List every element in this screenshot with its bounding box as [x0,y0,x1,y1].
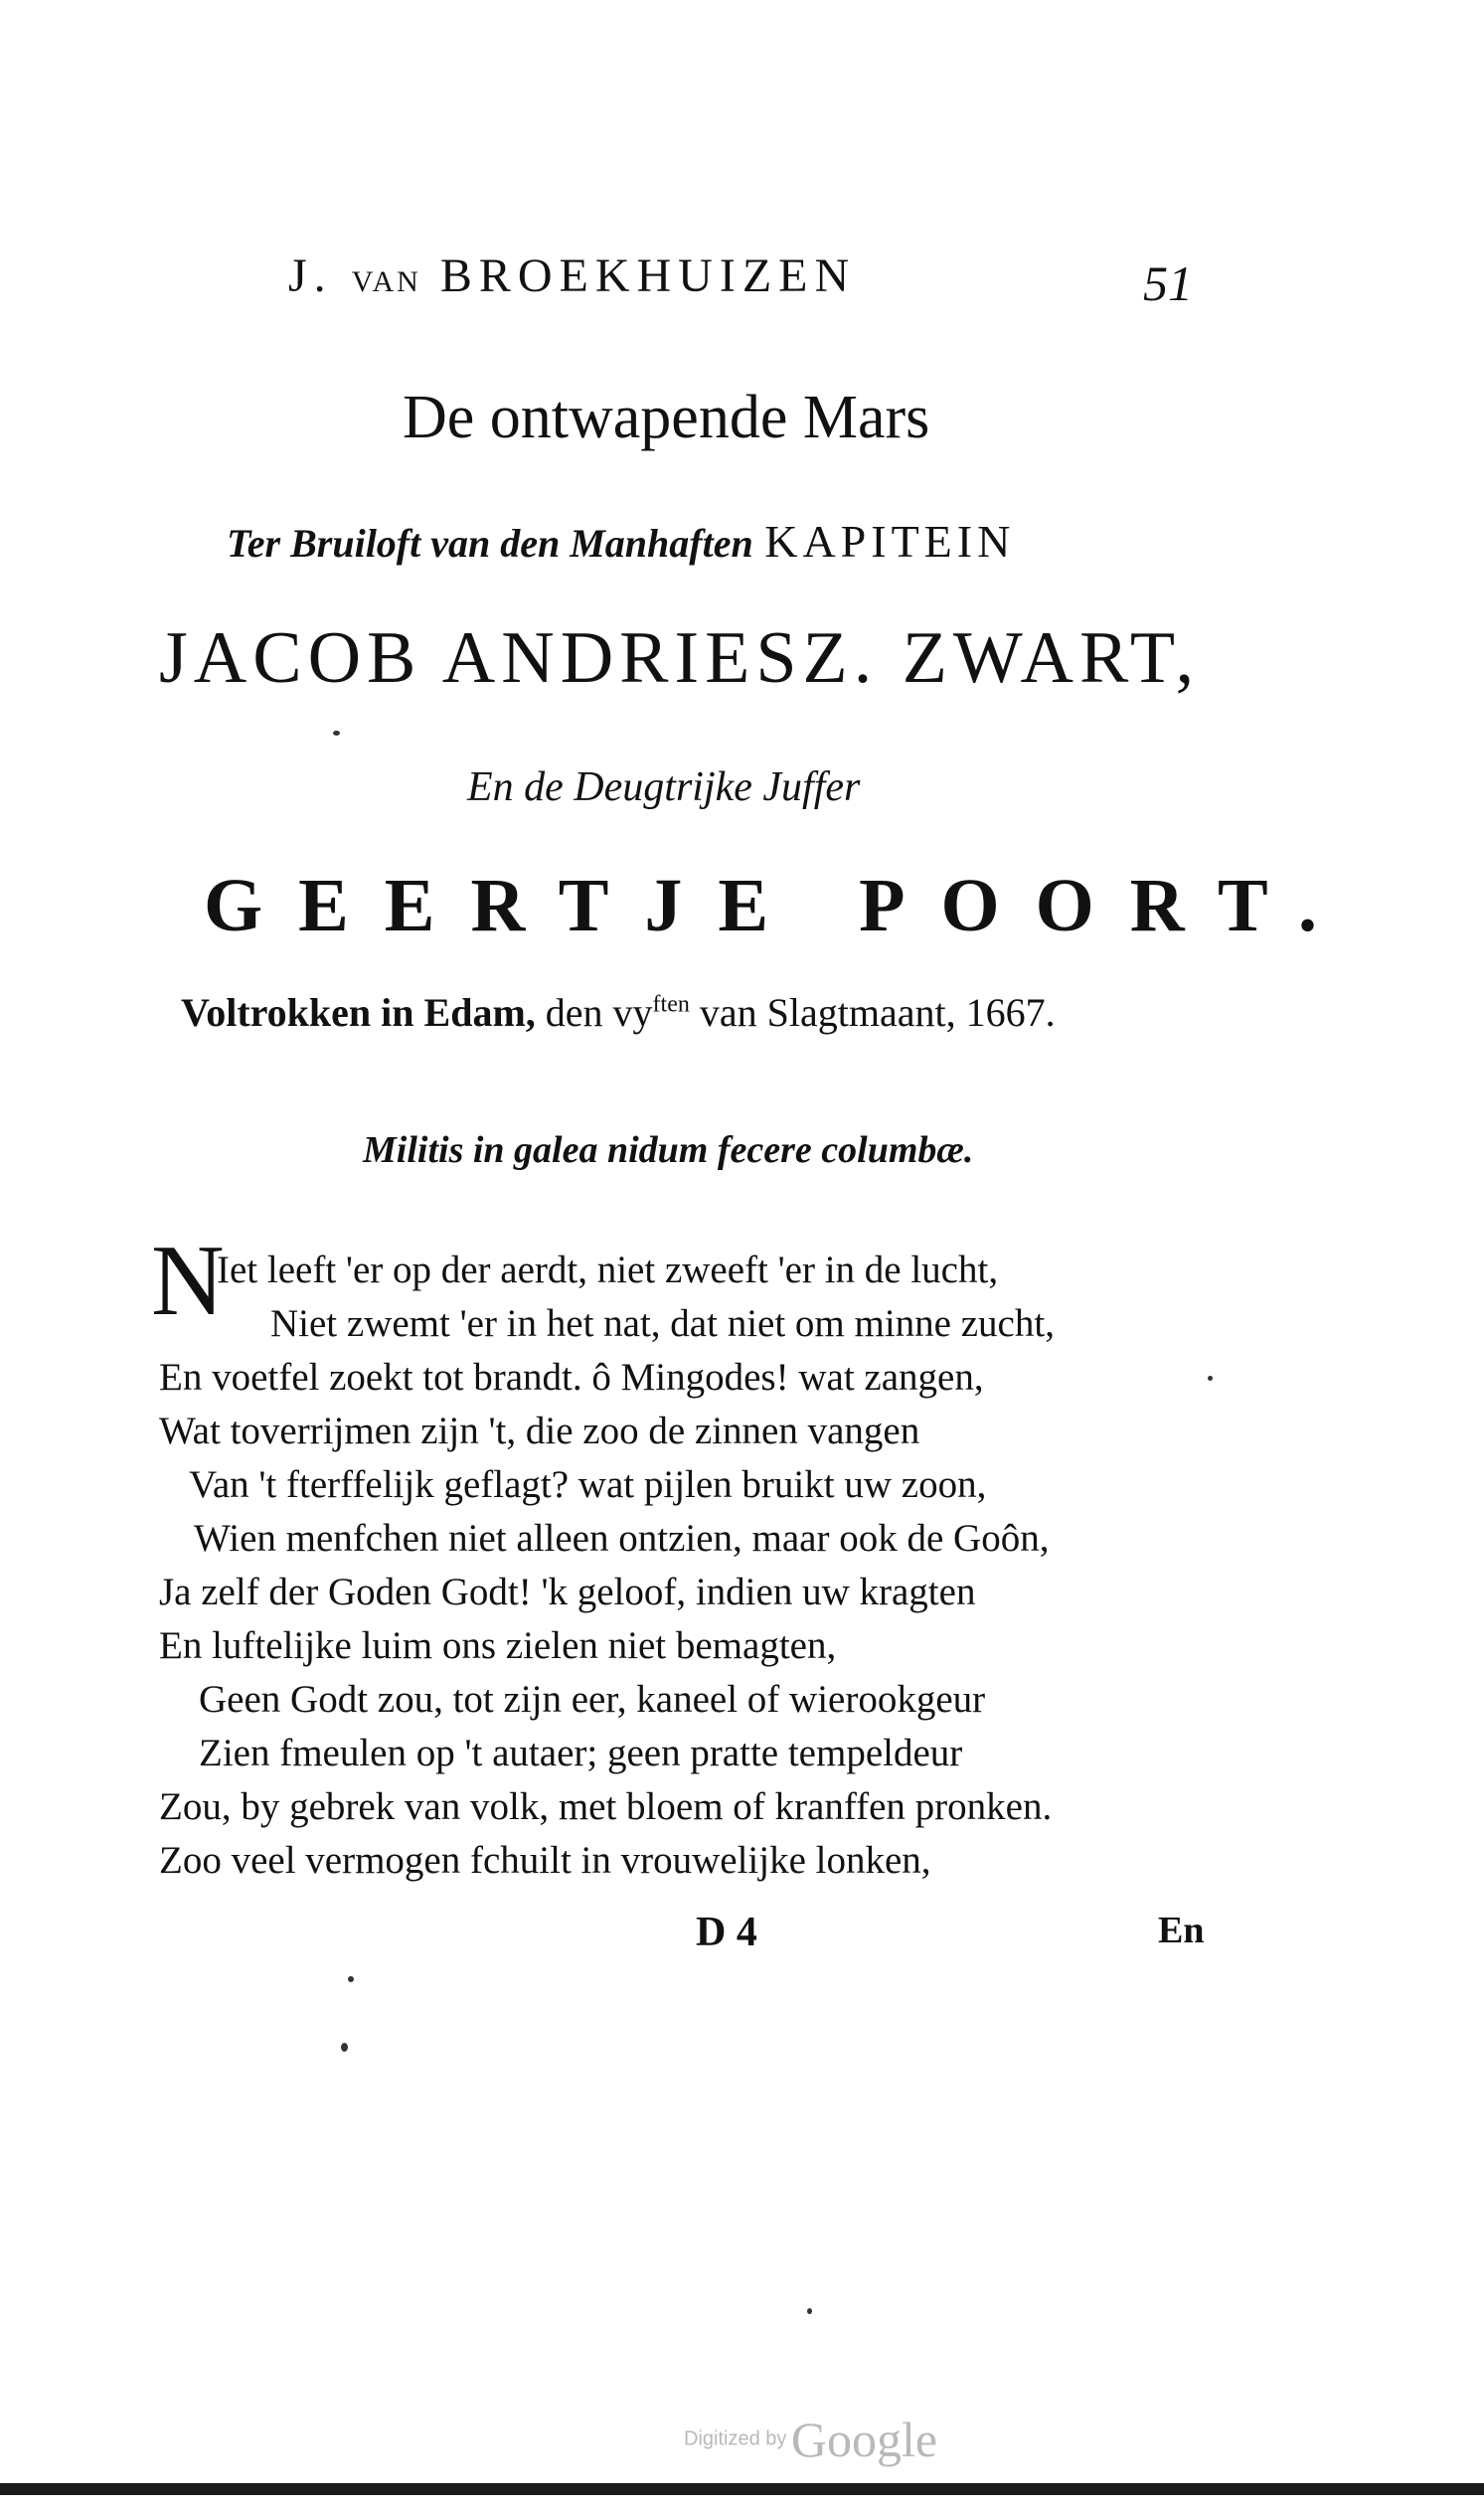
bride-name: GEERTJE POORT. [204,864,1354,947]
verse-line: Iet leeft 'er op der aerdt, niet zweeft 'er in de lucht, [217,1249,999,1291]
verse-line: Zien fmeulen op 't autaer; geen pratte tempeldeur [199,1732,963,1774]
verse-line: Geen Godt zou, tot zijn eer, kaneel of wierookgeur [199,1678,986,1721]
subtitle-italic: Ter Bruiloft van den Manhaften [227,521,753,566]
watermark-prefix: Digitized by [684,2427,787,2450]
google-logo: Google [790,2412,938,2467]
page-edge-rule [0,2483,1484,2495]
drop-cap: N [151,1225,225,1337]
verse-line: En luftelijke luim ons zielen niet bemagten, [159,1624,837,1667]
catchword: En [1158,1910,1205,1951]
verse-line: Wat toverrijmen zijn 't, die zoo de zinnen vangen [159,1410,920,1452]
subtitle-line [227,515,1015,568]
date-line [181,989,1056,1036]
verse-line: Wien menfchen niet alleen ontzien, maar ook de Goôn, [194,1517,1050,1560]
groom-name: JACOB ANDRIESZ. ZWART, [159,617,1201,699]
scan-speck [1208,1376,1213,1381]
verse-line: Van 't fterffelijk geflagt? wat pijlen bruikt uw zoon, [189,1463,987,1506]
verse-line: Zoo veel vermogen fchuilt in vrouwelijke lonken, [159,1839,931,1882]
page-number: 51 [1143,255,1193,311]
date-after: van Slagtmaant, 1667. [689,990,1056,1035]
date-den: den vy [545,990,653,1035]
verse-line: Niet zwemt 'er in het nat, dat niet om minne zucht, [270,1302,1055,1345]
scan-speck [333,731,340,736]
running-head-author [288,249,856,303]
verse-line: Zou, by gebrek van volk, met bloem of kranffen pronken. [159,1785,1053,1828]
digitized-watermark [684,2411,937,2468]
subtitle-caps: KAPITEIN [764,516,1016,567]
scan-speck [348,1976,354,1982]
conjunction-line: En de Deugtrijke Juffer [467,764,861,810]
date-superscript: ften [652,991,690,1018]
date-before: Voltrokken in Edam, [181,990,546,1035]
verse-line: Ja zelf der Goden Godt! 'k geloof, indien uw kragten [159,1571,976,1613]
signature-mark: D 4 [696,1910,757,1955]
latin-motto: Militis in galea nidum fecere columbæ. [363,1129,974,1171]
author-initial: J. [288,250,333,302]
verse-line: En voetfel zoekt tot brandt. ô Mingodes! wat zangen, [159,1356,984,1399]
author-van: VAN [351,265,421,298]
scan-speck [341,2043,348,2052]
scan-speck [807,2308,812,2314]
poem-title: De ontwapende Mars [403,384,930,451]
author-surname: BROEKHUIZEN [439,250,857,302]
